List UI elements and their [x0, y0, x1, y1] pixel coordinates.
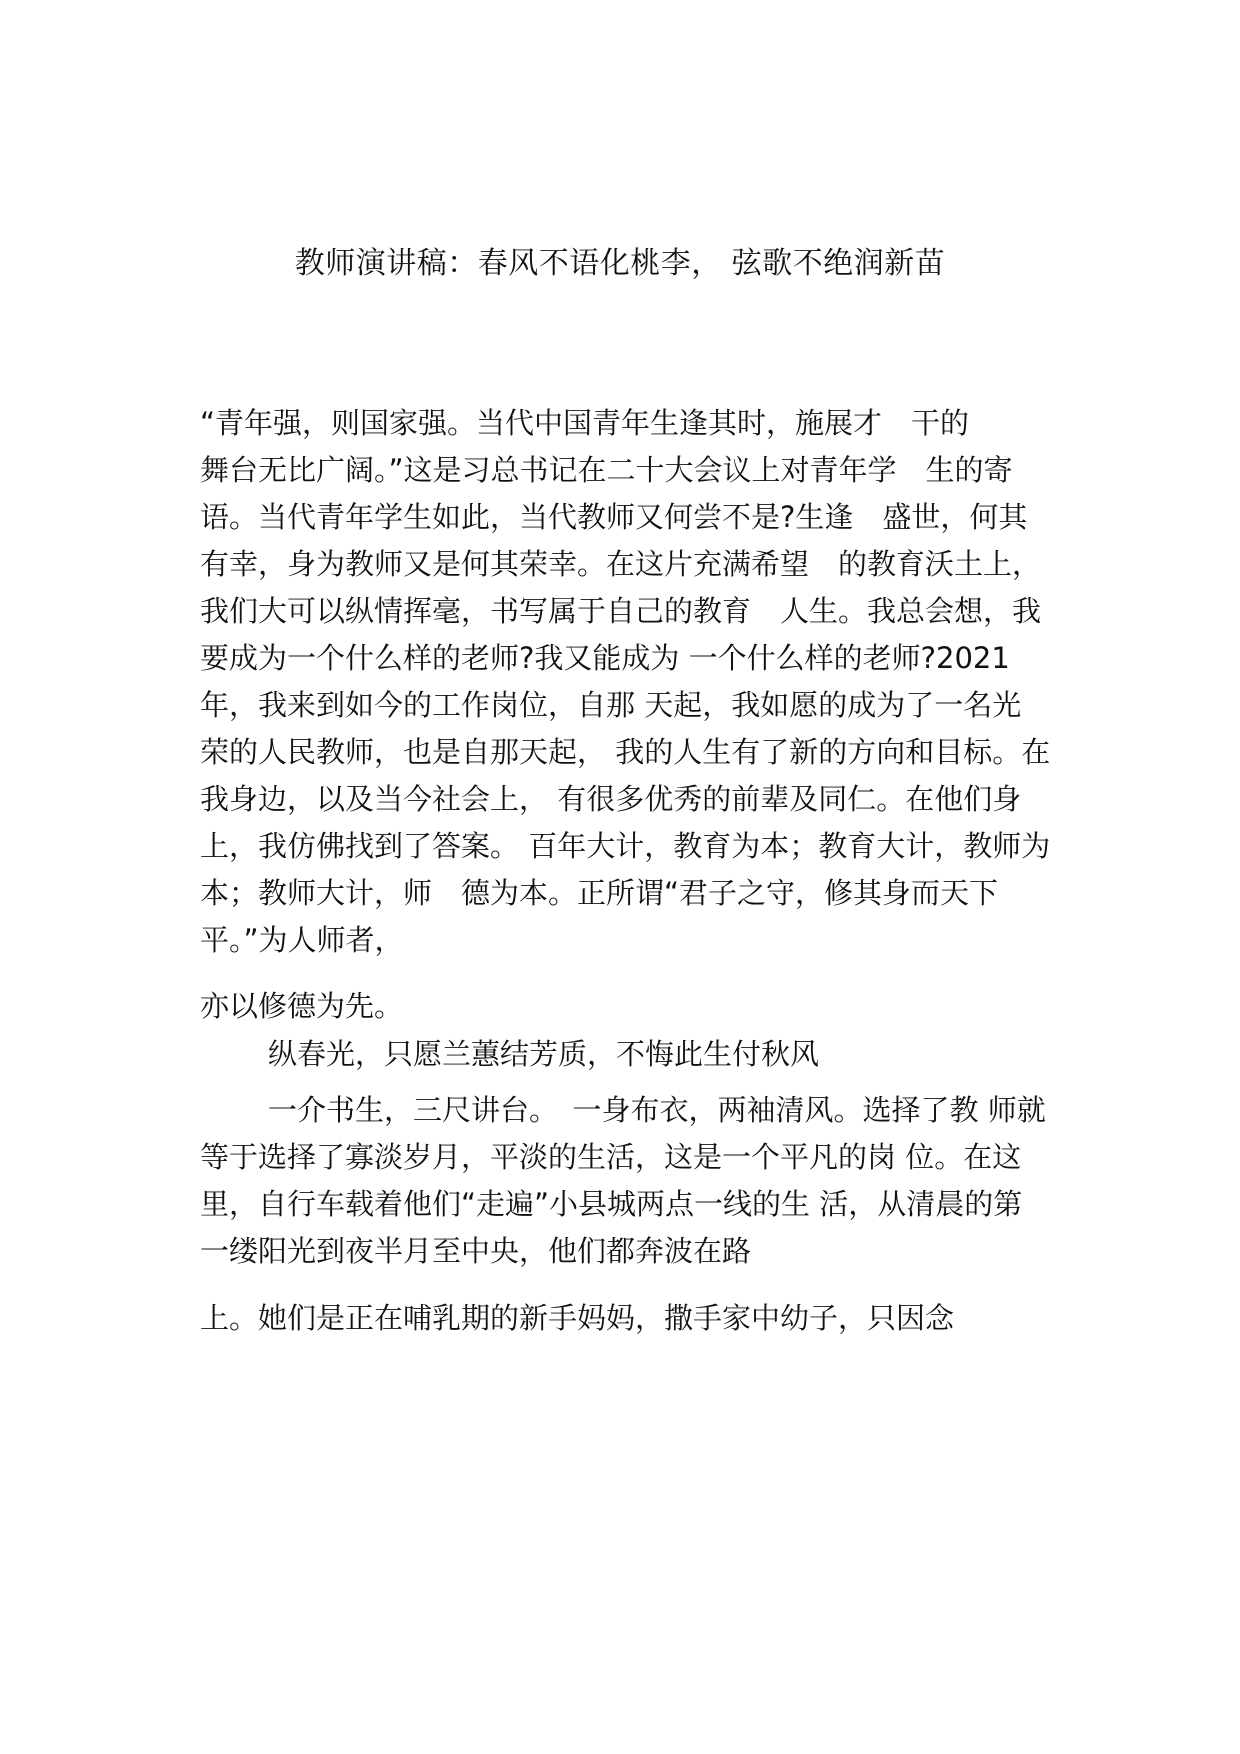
continuation-line-1: 亦以修德为先。: [200, 989, 404, 1023]
paragraph-1-line-10: 上，我仿佛找到了答案。 百年大计，教育为本；教育大计，教师为: [200, 829, 1051, 863]
paragraph-1-line-7: 年，我来到如今的工作岗位，自那 天起，我如愿的成为了一名光: [200, 688, 1022, 722]
paragraph-1-line-1: “青年强，则国家强。当代中国青年生逢其时，施展才 干的: [200, 406, 970, 440]
paragraph-1-line-3: 语。当代青年学生如此，当代教师又何尝不是?生逢 盛世，何其: [200, 500, 1028, 534]
paragraph-1-line-11: 本；教师大计，师 德为本。正所谓“君子之守，修其身而天下: [200, 876, 999, 910]
paragraph-2-line-4: 一缕阳光到夜半月至中央，他们都奔波在路: [200, 1234, 752, 1268]
continuation-line-2: 上。她们是正在哺乳期的新手妈妈，撒手家中幼子，只因念: [200, 1301, 955, 1335]
document-title: 教师演讲稿：春风不语化桃李， 弦歌不绝润新苗: [294, 246, 946, 281]
paragraph-2-line-2: 等于选择了寡淡岁月，平淡的生活，这是一个平凡的岗 位。在这: [200, 1140, 1022, 1174]
paragraph-1-line-5: 我们大可以纵情挥毫，书写属于自己的教育 人生。我总会想，我: [200, 594, 1042, 628]
paragraph-1-line-12: 平。”为人师者，: [200, 923, 404, 957]
paragraph-1-line-6: 要成为一个什么样的老师?我又能成为 一个什么样的老师?2021: [200, 641, 1010, 675]
paragraph-1-line-9: 我身边，以及当今社会上， 有很多优秀的前辈及同仁。在他们身: [200, 782, 1022, 816]
paragraph-1-line-2: 舞台无比广阔。”这是习总书记在二十大会议上对青年学 生的寄: [200, 453, 1013, 487]
subheading: 纵春光，只愿兰蕙结芳质，不悔此生付秋风: [268, 1037, 820, 1071]
paragraph-2-line-1: 一介书生，三尺讲台。 一身布衣，两袖清风。选择了教 师就: [268, 1093, 1046, 1127]
paragraph-1-line-4: 有幸，身为教师又是何其荣幸。在这片充满希望 的教育沃土上，: [200, 547, 1042, 581]
paragraph-1-line-8: 荣的人民教师，也是自那天起， 我的人生有了新的方向和目标。在: [200, 735, 1051, 769]
paragraph-2-line-3: 里，自行车载着他们“走遍”小县城两点一线的生 活，从清晨的第: [200, 1187, 1023, 1221]
